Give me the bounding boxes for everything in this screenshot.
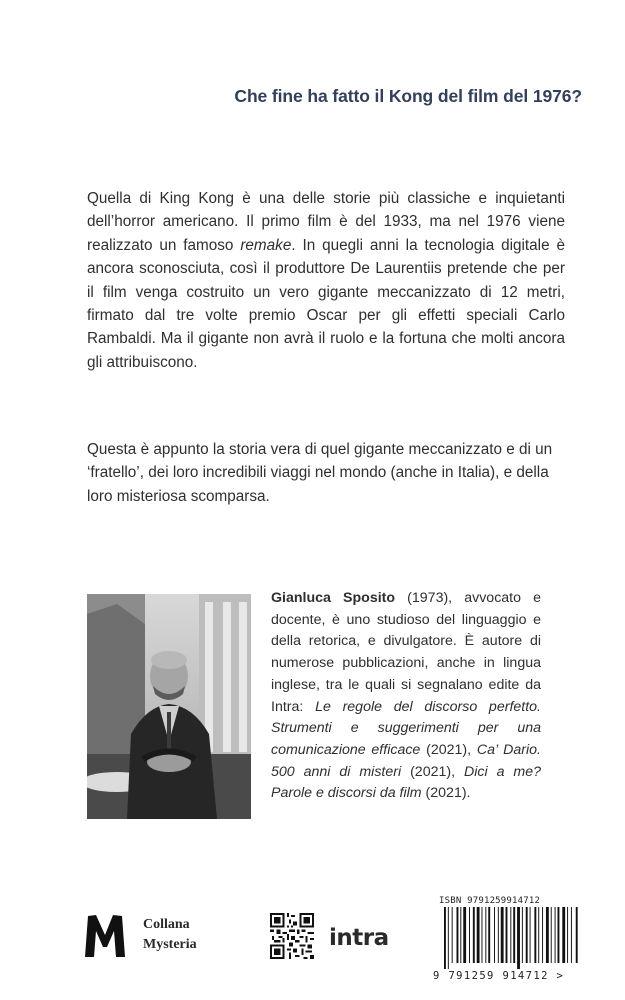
series-label: Collana [143, 917, 190, 932]
barcode-bar [452, 907, 453, 963]
barcode-bar [501, 907, 504, 963]
barcode-bar [460, 907, 461, 963]
book-title-2: Ca’ Dario. 500 anni di misteri [271, 741, 541, 780]
barcode-bar [517, 907, 520, 969]
barcode-bar [513, 907, 515, 963]
barcode-bar [469, 907, 470, 963]
barcode-bar [562, 907, 565, 963]
barcode-bar [510, 907, 511, 963]
barcode-bar [473, 907, 475, 963]
barcode-bar [463, 907, 466, 963]
barcode-bar [526, 907, 528, 963]
book-title-1: Le regole del discorso perfetto. Strumenti e suggerimenti per una comunicazione efficace [271, 698, 541, 758]
publisher-logo: intra [329, 925, 389, 951]
barcode-bar [448, 907, 449, 969]
series-title: Mysteria [143, 937, 197, 952]
synopsis-paragraph-2: Questa è appunto la storia vera di quel gigante meccanizzato e di un ‘fratello’, dei loro incredibili viaggi nel mondo (anche in Italia), e della loro misteriosa scomparsa. [87, 441, 553, 505]
isbn-label: ISBN 9791259914712 [439, 896, 541, 906]
synopsis-text: Quella di King Kong è una delle storie più classiche e inquietanti dell’horror americano. Il primo film è del 1933, ma nel 1976 viene realizzato un famoso [87, 190, 565, 254]
barcode-digits: 9 791259 914712 > [433, 970, 565, 982]
barcode-bar [444, 907, 446, 969]
qr-code [270, 913, 314, 959]
barcode-bar [530, 907, 531, 963]
barcode-bar [488, 907, 490, 963]
barcode-bar [567, 907, 568, 963]
synopsis-emphasis: remake [240, 236, 292, 254]
series-name [143, 915, 197, 955]
barcode-bar [546, 907, 549, 963]
synopsis-text-continued: . In quegli anni la tecnologia digitale è ancora sconosciuta, così il produttore De Laurentiis pretende che per il film venga costruito un vero gigante meccanizzato di 12 metri, firmato dal tre volte premio Oscar per gli effetti speciali Carlo Rambaldi. Ma il gigante non avrà il ruolo e la fortuna che molti ancora gli attribuiscono. [87, 236, 565, 371]
barcode [436, 907, 582, 971]
barcode-bar [522, 907, 523, 963]
book-year-2: (2021), [401, 763, 464, 780]
book-year-1: (2021), [420, 741, 477, 758]
barcode-bar [498, 907, 499, 963]
synopsis-paragraph-1 [87, 187, 565, 374]
barcode-bar [534, 907, 536, 963]
author-name: Gianluca Sposito [271, 590, 396, 606]
barcode-bar [576, 907, 578, 963]
barcode-bar [494, 907, 495, 963]
isbn-barcode-block [433, 892, 585, 982]
barcode-bar [571, 907, 572, 963]
book-year-3: (2021). [421, 785, 471, 802]
barcode-bar [538, 907, 539, 963]
barcode-bar [477, 907, 480, 963]
author-bio [271, 588, 541, 805]
barcode-bar [542, 907, 543, 963]
barcode-bar [551, 907, 552, 963]
book-title-3: Dici a me? Parole e discorsi da film [271, 763, 541, 802]
barcode-bar [482, 907, 483, 963]
barcode-bar [457, 907, 459, 963]
author-photo [87, 594, 251, 819]
mysteria-logo [83, 913, 127, 959]
barcode-bar [555, 907, 556, 963]
barcode-bar [506, 907, 508, 963]
barcode-bar [558, 907, 560, 963]
bio-intro: (1973), avvocato e docente, è uno studioso del linguaggio e della retorica, e divulgatore. È autore di numerose pubblicazioni, anche in lingua inglese, tra le quali si segnalano edite da Intra: [271, 590, 542, 715]
back-cover-headline: Che fine ha fatto il Kong del film del 1976? [234, 86, 582, 106]
barcode-bar [485, 907, 486, 963]
